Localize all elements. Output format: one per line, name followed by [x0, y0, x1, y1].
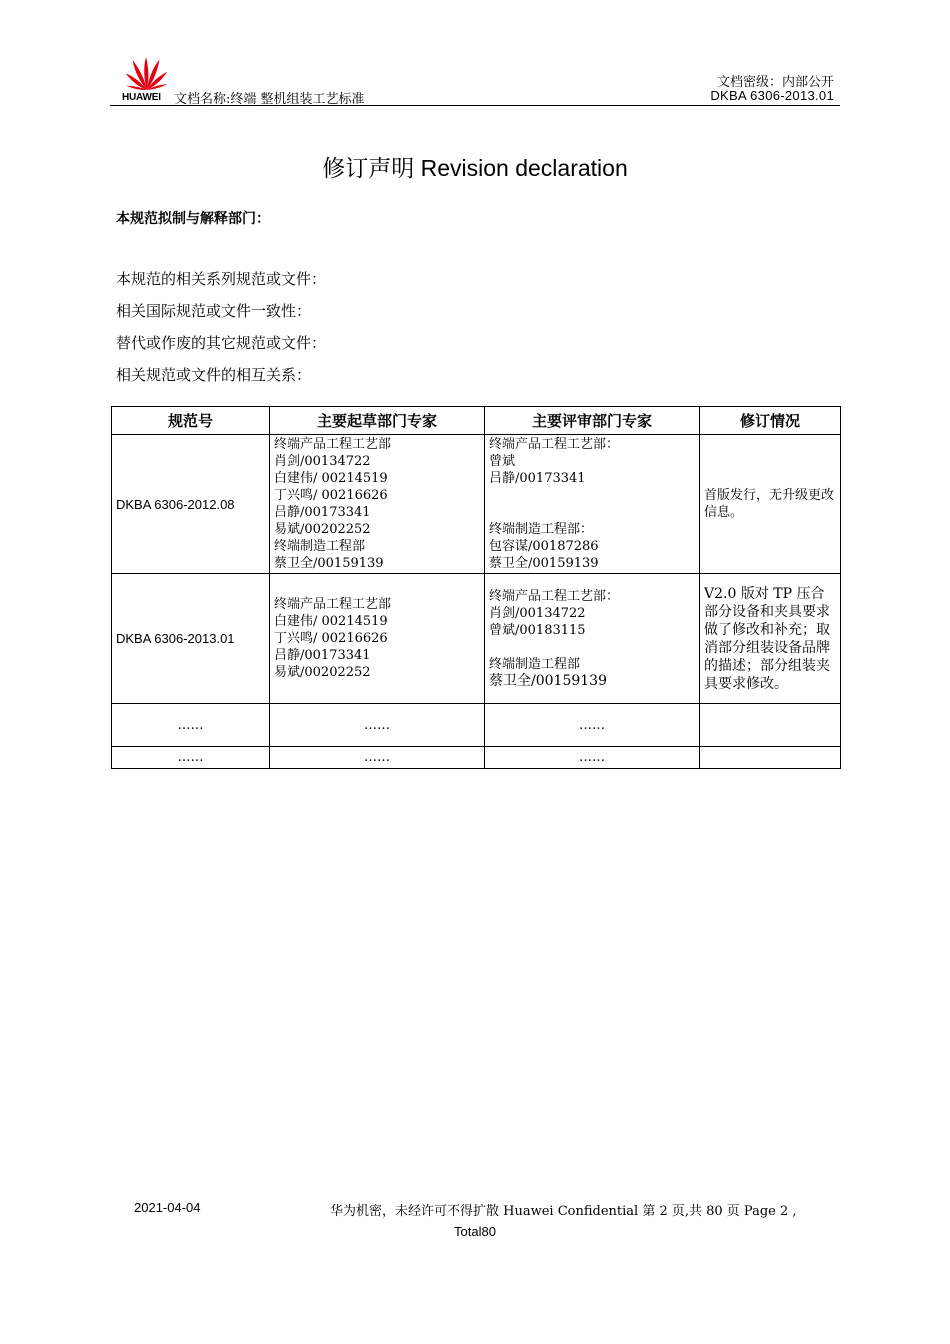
- footer-confidential: 华为机密，未经许可不得扩散 Huawei Confidential 第 2 页,共 80 页 Page 2 ,: [330, 1204, 797, 1219]
- footer-total: Total80: [454, 1224, 496, 1239]
- reviewer-line: 吕静/00173341: [489, 471, 586, 486]
- reviewers-cell: [485, 435, 700, 574]
- header-reviewers: 主要评审部门专家: [485, 407, 700, 435]
- drafter-line: 终端产品工程工艺部: [274, 597, 392, 612]
- reviewer-line: 曾斌/00183115: [489, 622, 586, 638]
- drafter-line: 肖剑/00134722: [274, 454, 371, 469]
- page-title: 修订声明 Revision declaration: [322, 155, 628, 181]
- drafter-line: 易斌/00202252: [274, 522, 371, 537]
- drafter-line: 终端制造工程部: [274, 539, 366, 554]
- security-level: 文档密级：内部公开: [716, 75, 834, 90]
- reviewer-line: 包容谋/00187286: [489, 539, 599, 554]
- drafter-line: 吕静/00173341: [274, 648, 371, 663]
- dept-line: 本规范拟制与解释部门：: [116, 211, 270, 227]
- superseded-specs-line: 替代或作废的其它规范或文件：: [116, 334, 327, 352]
- drafter-line: 蔡卫全/00159139: [274, 556, 384, 571]
- table-row: [112, 574, 841, 704]
- empty-cell: [700, 704, 841, 747]
- placeholder-cell: ……: [270, 704, 485, 747]
- spacer: [489, 504, 695, 521]
- document-number: DKBA 6306-2013.01: [710, 88, 834, 103]
- reviewer-line: 终端制造工程部: [489, 656, 581, 672]
- table-row: [112, 747, 841, 769]
- intl-consistency-line: 相关国际规范或文件一致性：: [116, 302, 312, 320]
- document-name: 文档名称:终端 整机组装工艺标准: [174, 92, 365, 107]
- revision-note: 首版发行，无升级更改信息。: [700, 435, 841, 574]
- drafter-line: 易斌/00202252: [274, 665, 371, 680]
- huawei-logo-icon: [122, 54, 172, 92]
- footer-date: 2021-04-04: [134, 1200, 201, 1215]
- reviewer-line: 终端产品工程工艺部：: [489, 588, 620, 604]
- placeholder-cell: ……: [270, 747, 485, 769]
- reviewer-line: 终端制造工程部：: [489, 522, 594, 537]
- reviewer-line: 曾斌: [489, 454, 516, 469]
- drafter-line: 吕静/00173341: [274, 505, 371, 520]
- empty-cell: [700, 747, 841, 769]
- placeholder-cell: ……: [112, 704, 270, 747]
- reviewers-cell: [485, 574, 700, 704]
- logo-wordmark: HUAWEI: [122, 92, 161, 103]
- header-divider: [110, 105, 840, 106]
- drafter-line: 丁兴鸣/ 00216626: [274, 631, 388, 646]
- reviewer-line: 肖剑/00134722: [489, 605, 586, 621]
- table-row: [112, 435, 841, 574]
- reviewer-line: 蔡卫全/00159139: [489, 556, 599, 571]
- drafters-cell: [270, 574, 485, 704]
- placeholder-cell: ……: [485, 747, 700, 769]
- reviewer-line: 蔡卫全/00159139: [489, 672, 607, 689]
- reviewer-line: 终端产品工程工艺部：: [489, 437, 620, 452]
- header-drafters: 主要起草部门专家: [270, 407, 485, 435]
- header-revision: 修订情况: [700, 407, 841, 435]
- drafter-line: 丁兴鸣/ 00216626: [274, 488, 388, 503]
- drafter-line: 终端产品工程工艺部: [274, 437, 392, 452]
- spec-code: DKBA 6306-2012.08: [112, 435, 270, 574]
- revision-note: V2.0 版对 TP 压合部分设备和夹具要求做了修改和补充；取消部分组装设备品牌的描述；部分组装夹具要求修改。: [700, 574, 841, 704]
- spacer: [489, 639, 695, 656]
- placeholder-cell: ……: [485, 704, 700, 747]
- related-specs-line: 本规范的相关系列规范或文件：: [116, 270, 327, 288]
- drafter-line: 白建伟/ 00214519: [274, 614, 388, 629]
- revision-table: [111, 406, 841, 769]
- table-header-row: [112, 407, 841, 435]
- relationship-line: 相关规范或文件的相互关系：: [116, 366, 312, 384]
- table-row: [112, 704, 841, 747]
- spec-code: DKBA 6306-2013.01: [112, 574, 270, 704]
- drafter-line: 白建伟/ 00214519: [274, 471, 388, 486]
- header-spec-number: 规范号: [112, 407, 270, 435]
- drafters-cell: [270, 435, 485, 574]
- spacer: [489, 487, 695, 504]
- placeholder-cell: ……: [112, 747, 270, 769]
